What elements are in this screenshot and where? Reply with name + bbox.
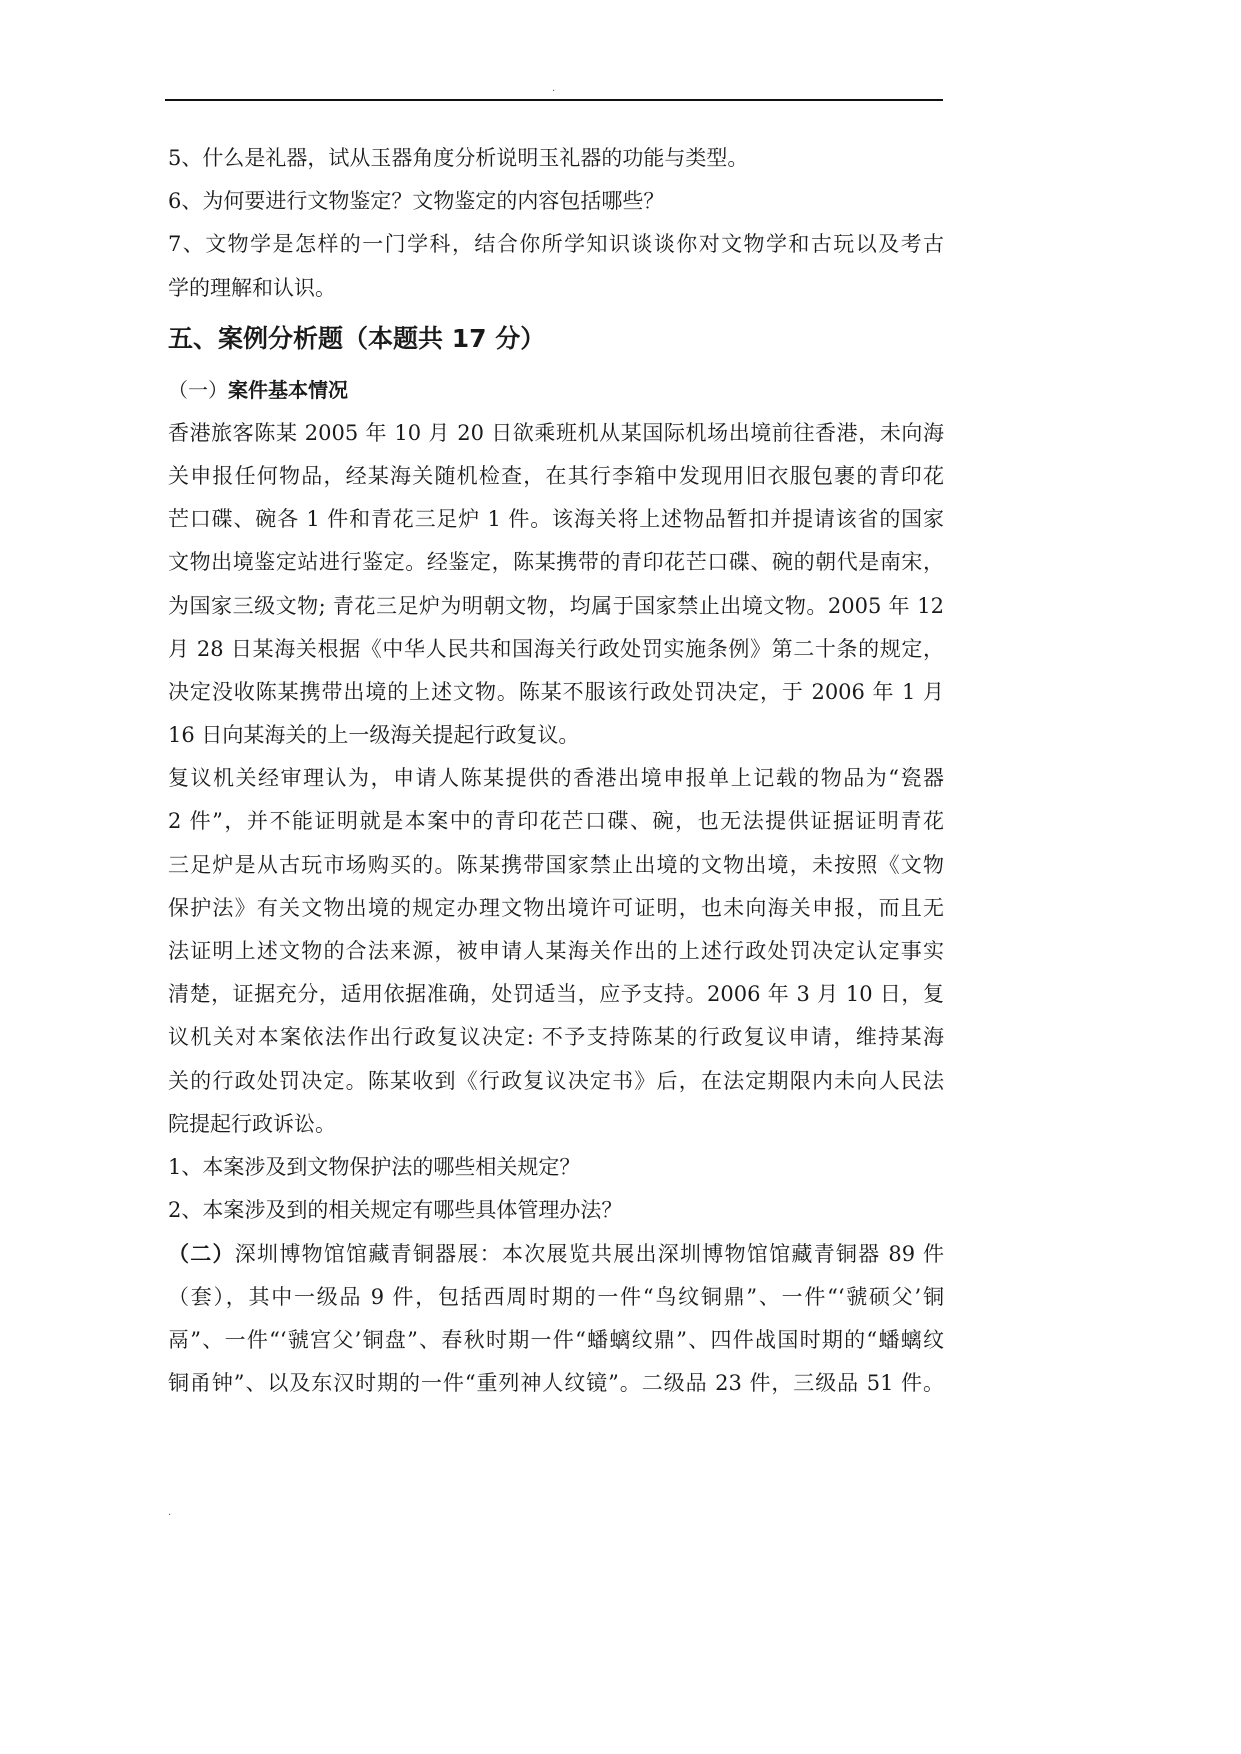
case-1-paragraph-1-line: 芒口碟、碗各 1 件和青花三足炉 1 件。该海关将上述物品暂扣并提请该省的国家 bbox=[168, 507, 944, 532]
case-1-paragraph-1-line: 为国家三级文物; 青花三足炉为明朝文物，均属于国家禁止出境文物。2005 年 12 bbox=[168, 593, 944, 618]
case-2-line: 鬲”、一件“‘虢宫父’铜盘”、春秋时期一件“蟠螭纹鼎”、四件战国时期的“蟠螭纹 bbox=[168, 1327, 944, 1352]
case-1-paragraph-2-line: 关的行政处罚决定。陈某收到《行政复议决定书》后，在法定期限内未向人民法 bbox=[168, 1068, 944, 1093]
case-1-paragraph-2-line: 清楚，证据充分，适用依据准确，处罚适当，应予支持。2006 年 3 月 10 日，复 bbox=[168, 982, 944, 1007]
case-1-paragraph-2-line: 议机关对本案依法作出行政复议决定: 不予支持陈某的行政复议申请，维持某海 bbox=[168, 1025, 944, 1050]
case-1-paragraph-1-line: 关申报任何物品，经某海关随机检查，在其行李箱中发现用旧衣服包裹的青印花 bbox=[168, 463, 944, 488]
question-7-line-1: 7、文物学是怎样的一门学科，结合你所学知识谈谈你对文物学和古玩以及考古 bbox=[168, 232, 944, 257]
case-1-paragraph-1-line: 决定没收陈某携带出境的上述文物。陈某不服该行政处罚决定，于 2006 年 1 月 bbox=[168, 679, 944, 704]
case-2-line: 铜甬钟”、以及东汉时期的一件“重列神人纹镜”。二级品 23 件，三级品 51 件。 bbox=[168, 1370, 944, 1395]
case-1-paragraph-1-line: 文物出境鉴定站进行鉴定。经鉴定，陈某携带的青印花芒口碟、碗的朝代是南宋， bbox=[168, 550, 944, 575]
header-rule bbox=[165, 99, 943, 101]
page-content bbox=[168, 137, 944, 1405]
question-5: 5、什么是礼器，试从玉器角度分析说明玉礼器的功能与类型。 bbox=[168, 146, 749, 170]
case-1-paragraph-2-line: 三足炉是从古玩市场购买的。陈某携带国家禁止出境的文物出境，未按照《文物 bbox=[168, 852, 944, 877]
case-1-paragraph-2-line: 保护法》有关文物出境的规定办理文物出境许可证明，也未向海关申报，而且无 bbox=[168, 895, 944, 920]
case-2-line: （套），其中一级品 9 件，包括西周时期的一件“鸟纹铜鼎”、一件“‘虢硕父’铜 bbox=[168, 1284, 944, 1309]
question-6: 6、为何要进行文物鉴定？文物鉴定的内容包括哪些？ bbox=[168, 189, 665, 214]
case-1-paragraph-1-line: 月 28 日某海关根据《中华人民共和国海关行政处罚实施条例》第二十条的规定， bbox=[168, 636, 944, 661]
case-1-paragraph-2-line: 2 件”，并不能证明就是本案中的青印花芒口碟、碗，也无法提供证据证明青花 bbox=[168, 809, 944, 834]
section-5-heading: 五、案例分析题（本题共 17 分） bbox=[168, 323, 546, 353]
case-1-paragraph-2-line: 法证明上述文物的合法来源，被申请人某海关作出的上述行政处罚决定认定事实 bbox=[168, 939, 944, 963]
case-1-paragraph-1-line: 16 日向某海关的上一级海关提起行政复议。 bbox=[168, 723, 580, 748]
header-mark: . bbox=[552, 83, 556, 94]
case-2-lead-line bbox=[168, 1232, 944, 1275]
case-1-question-2: 2、本案涉及到的相关规定有哪些具体管理办法？ bbox=[168, 1198, 623, 1223]
footer-mark: . bbox=[168, 1507, 172, 1518]
case-2-prefix: （二） bbox=[168, 1241, 235, 1267]
case-2-lead-text: 深圳博物馆馆藏青铜器展：本次展览共展出深圳博物馆馆藏青铜器 89 件 bbox=[234, 1242, 945, 1267]
question-7-line-2: 学的理解和认识。 bbox=[168, 275, 336, 300]
case-1-paragraph-2-line: 复议机关经审理认为，申请人陈某提供的香港出境申报单上记载的物品为“瓷器 bbox=[168, 766, 944, 791]
case-1-title: 案件基本情况 bbox=[228, 377, 348, 402]
case-1-paragraph-1-line: 香港旅客陈某 2005 年 10 月 20 日欲乘班机从某国际机场出境前往香港，未向海 bbox=[168, 420, 944, 445]
case-1-question-1: 1、本案涉及到文物保护法的哪些相关规定？ bbox=[168, 1154, 581, 1179]
case-1-heading bbox=[168, 369, 944, 412]
case-1-paragraph-2-line: 院提起行政诉讼。 bbox=[168, 1111, 336, 1136]
case-1-prefix: （一） bbox=[168, 377, 228, 402]
